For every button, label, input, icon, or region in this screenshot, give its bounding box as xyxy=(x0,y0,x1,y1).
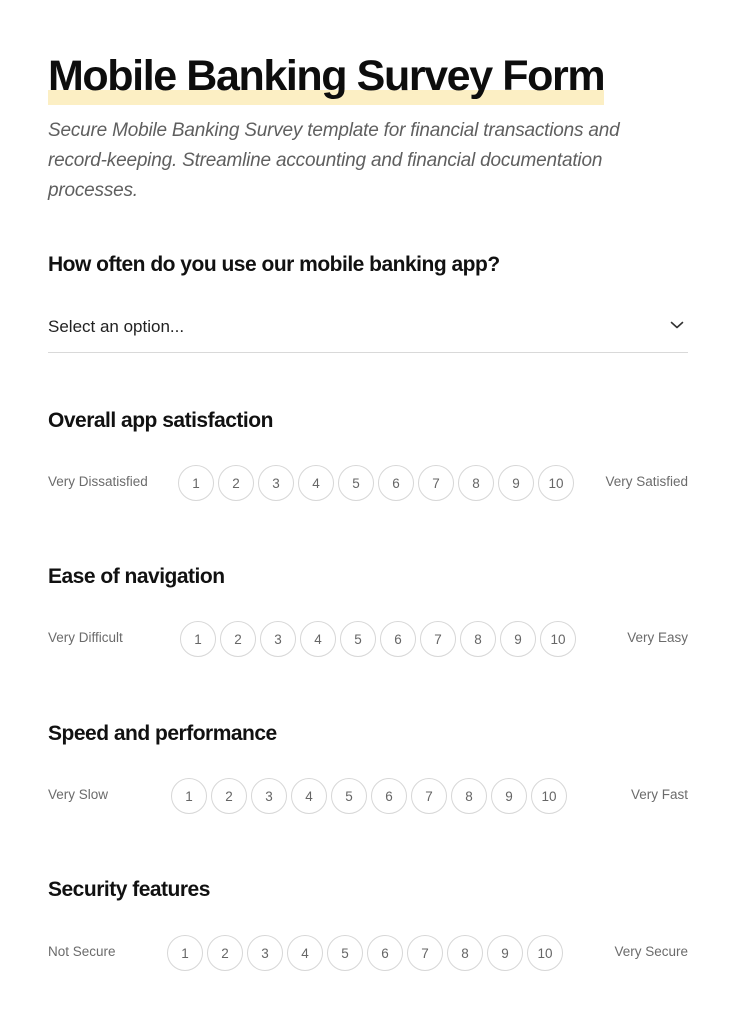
security-option-2[interactable]: 2 xyxy=(207,935,243,971)
speed-options xyxy=(171,778,567,814)
navigation-option-10[interactable]: 10 xyxy=(540,621,576,657)
page-subtitle: Secure Mobile Banking Survey template for financial transactions and record-keeping. Streamline accounting and financial documentation processes. xyxy=(48,120,620,201)
page-title-wrap xyxy=(48,52,604,100)
page-title: Mobile Banking Survey Form xyxy=(48,52,605,100)
security-option-9[interactable]: 9 xyxy=(487,935,523,971)
navigation-option-1[interactable]: 1 xyxy=(180,621,216,657)
navigation-option-2[interactable]: 2 xyxy=(220,621,256,657)
navigation-option-7[interactable]: 7 xyxy=(420,621,456,657)
security-option-4[interactable]: 4 xyxy=(287,935,323,971)
satisfaction-option-5[interactable]: 5 xyxy=(338,465,374,501)
security-option-5[interactable]: 5 xyxy=(327,935,363,971)
navigation-options xyxy=(180,621,576,657)
security-high-label: Very Secure xyxy=(614,944,688,959)
satisfaction-option-6[interactable]: 6 xyxy=(378,465,414,501)
chevron-down-icon xyxy=(670,320,684,330)
satisfaction-option-9[interactable]: 9 xyxy=(498,465,534,501)
navigation-option-6[interactable]: 6 xyxy=(380,621,416,657)
security-option-3[interactable]: 3 xyxy=(247,935,283,971)
speed-option-6[interactable]: 6 xyxy=(371,778,407,814)
speed-high-label: Very Fast xyxy=(630,787,688,802)
navigation-option-3[interactable]: 3 xyxy=(260,621,296,657)
navigation-question: Ease of navigation xyxy=(48,565,225,588)
navigation-option-9[interactable]: 9 xyxy=(500,621,536,657)
speed-option-4[interactable]: 4 xyxy=(291,778,327,814)
speed-option-2[interactable]: 2 xyxy=(211,778,247,814)
satisfaction-option-8[interactable]: 8 xyxy=(458,465,494,501)
speed-option-7[interactable]: 7 xyxy=(411,778,447,814)
speed-option-8[interactable]: 8 xyxy=(451,778,487,814)
navigation-high-label: Very Easy xyxy=(627,630,688,645)
satisfaction-question: Overall app satisfaction xyxy=(48,409,273,432)
usage-frequency-select-value: Select an option... xyxy=(48,317,185,336)
usage-frequency-select[interactable] xyxy=(48,308,688,353)
satisfaction-option-1[interactable]: 1 xyxy=(178,465,214,501)
navigation-low-label: Very Difficult xyxy=(48,630,123,645)
navigation-option-4[interactable]: 4 xyxy=(300,621,336,657)
satisfaction-options xyxy=(178,465,574,501)
satisfaction-scale xyxy=(48,465,688,501)
security-options xyxy=(167,935,563,971)
satisfaction-high-label: Very Satisfied xyxy=(605,474,688,489)
security-scale xyxy=(48,935,688,971)
security-low-label: Not Secure xyxy=(48,944,116,959)
security-option-8[interactable]: 8 xyxy=(447,935,483,971)
security-option-1[interactable]: 1 xyxy=(167,935,203,971)
speed-option-5[interactable]: 5 xyxy=(331,778,367,814)
satisfaction-low-label: Very Dissatisfied xyxy=(48,474,148,489)
speed-low-label: Very Slow xyxy=(48,787,109,802)
security-question: Security features xyxy=(48,878,210,901)
navigation-scale xyxy=(48,621,688,657)
security-option-7[interactable]: 7 xyxy=(407,935,443,971)
speed-question: Speed and performance xyxy=(48,722,277,745)
speed-option-1[interactable]: 1 xyxy=(171,778,207,814)
speed-option-10[interactable]: 10 xyxy=(531,778,567,814)
satisfaction-option-10[interactable]: 10 xyxy=(538,465,574,501)
navigation-option-5[interactable]: 5 xyxy=(340,621,376,657)
navigation-option-8[interactable]: 8 xyxy=(460,621,496,657)
satisfaction-option-2[interactable]: 2 xyxy=(218,465,254,501)
speed-option-9[interactable]: 9 xyxy=(491,778,527,814)
security-option-6[interactable]: 6 xyxy=(367,935,403,971)
speed-scale xyxy=(48,778,688,814)
satisfaction-option-7[interactable]: 7 xyxy=(418,465,454,501)
satisfaction-option-3[interactable]: 3 xyxy=(258,465,294,501)
security-option-10[interactable]: 10 xyxy=(527,935,563,971)
speed-option-3[interactable]: 3 xyxy=(251,778,287,814)
usage-frequency-question: How often do you use our mobile banking app? xyxy=(48,253,500,276)
satisfaction-option-4[interactable]: 4 xyxy=(298,465,334,501)
